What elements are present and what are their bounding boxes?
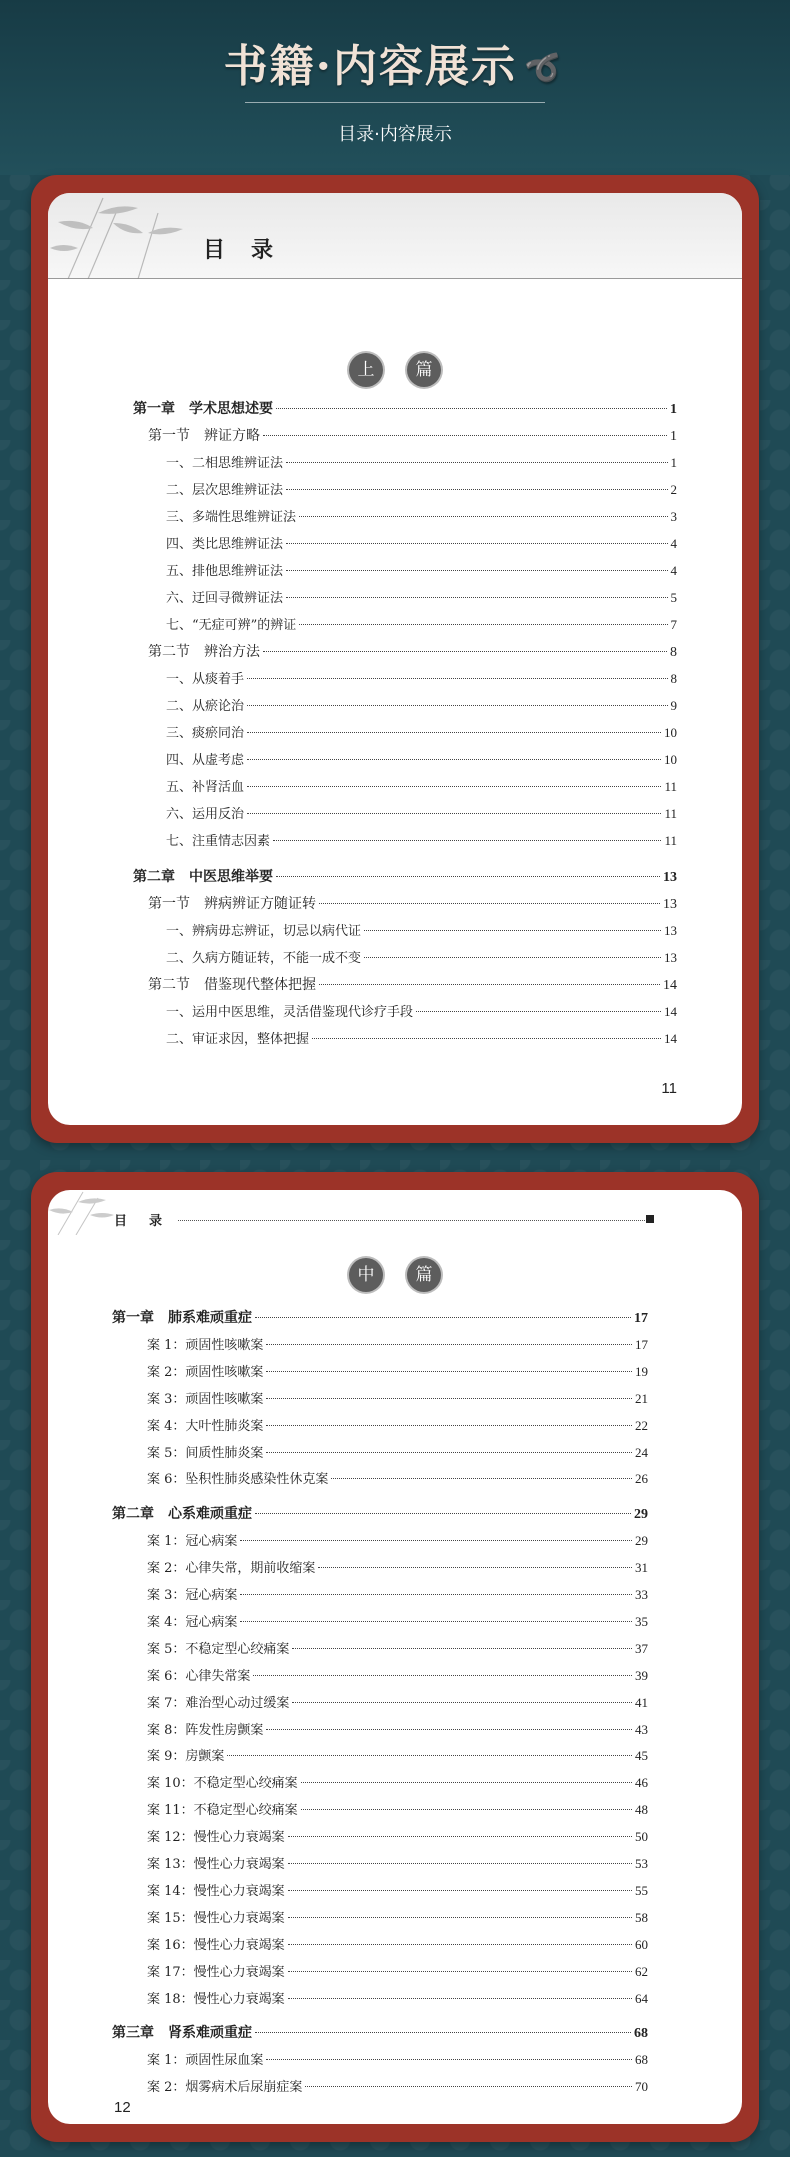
- toc-entry-title: 第二节 借鉴现代整体把握: [148, 977, 316, 993]
- toc-entry-page: 31: [635, 1560, 648, 1576]
- toc-entry-title: 一、辨病毋忘辨证，切忌以病代证: [166, 924, 362, 939]
- toc-entry-page: 1: [670, 429, 677, 444]
- toc-entry-title: 案 17：慢性心力衰竭案: [147, 1964, 285, 1980]
- toc-item-row: [147, 1745, 648, 1764]
- toc-leader-dots: [273, 840, 661, 841]
- toc-entry-title: 二、层次思维辨证法: [166, 483, 284, 498]
- toc-entry-title: 第二节 辨治方法: [148, 644, 260, 660]
- toc-entry-title: 二、审证求因，整体把握: [166, 1032, 310, 1047]
- page-subtitle: 目录·内容展示: [338, 124, 452, 145]
- toc-leader-dots: [301, 1782, 632, 1783]
- toc-entry-title: 第一节 辨病辨证方随证转: [148, 896, 316, 912]
- toc-entry-title: 案 4：冠心病案: [147, 1614, 238, 1630]
- toc-entry-page: 13: [664, 950, 677, 965]
- toc-section-row: [148, 974, 677, 994]
- toc-entry-page: 29: [635, 1533, 648, 1549]
- toc-entry-page: 24: [635, 1444, 648, 1460]
- toc-item-row: [166, 722, 677, 741]
- toc-entry-title: 案 3：顽固性咳嗽案: [147, 1391, 264, 1407]
- toc-leader-dots: [288, 1944, 632, 1945]
- toc-entry-title: 七、注重情志因素: [166, 834, 271, 849]
- toc-entry-page: 2: [670, 482, 677, 497]
- toc-entry-page: 13: [663, 897, 677, 912]
- toc-entry-title: 案 2：烟雾病术后尿崩症案: [147, 2080, 303, 2096]
- toc-item-row: [166, 614, 677, 633]
- toc-entry-title: 案 16：慢性心力衰竭案: [147, 1937, 285, 1953]
- toc-item-row: [147, 1934, 648, 1953]
- toc-entry-title: 案 13：慢性心力衰竭案: [147, 1857, 285, 1872]
- toc-item-row: [147, 1388, 648, 1407]
- toc-heading: 目录: [114, 1214, 185, 1229]
- toc-entry-page: 14: [664, 1031, 677, 1046]
- toc-entry-page: 17: [634, 1311, 648, 1326]
- toc-leader-dots: [247, 759, 661, 760]
- toc-item-row: [166, 668, 677, 687]
- toc-entry-page: 19: [635, 1363, 648, 1379]
- bamboo-icon: [48, 1190, 118, 1235]
- toc-leader-dots: [266, 2059, 632, 2060]
- toc-item-row: [147, 1988, 648, 2007]
- toc-item-row: [147, 1611, 648, 1630]
- toc-entry-page: 50: [635, 1829, 648, 1845]
- toc-entry-page: 13: [663, 870, 677, 885]
- toc-leader-dots: [318, 1567, 632, 1568]
- toc-entry-title: 案 1：顽固性咳嗽案: [147, 1337, 264, 1353]
- toc-entry-page: 22: [635, 1417, 648, 1433]
- toc-leader-dots: [286, 597, 667, 598]
- bamboo-icon: [48, 193, 198, 279]
- toc-entry-title: 三、痰瘀同治: [166, 726, 245, 741]
- toc-item-row: [147, 1361, 648, 1380]
- toc-entry-page: 62: [635, 1963, 648, 1979]
- toc-entry-page: 3: [670, 509, 677, 524]
- toc-entry-title: 七、“无症可辨”的辨证: [166, 618, 297, 633]
- toc-entry-page: 8: [670, 645, 677, 660]
- toc-entry-page: 26: [635, 1471, 648, 1487]
- toc-leader-dots: [240, 1621, 632, 1622]
- toc-leader-dots: [266, 1729, 632, 1730]
- toc-item-row: [166, 830, 677, 849]
- toc-item-row: [166, 776, 677, 795]
- toc-entry-title: 案 1：顽固性尿血案: [147, 2053, 264, 2069]
- toc-entry-title: 案 7：难治型心动过缓案: [147, 1695, 290, 1711]
- toc-entry-page: 10: [664, 725, 677, 740]
- toc-leader-dots: [416, 1011, 661, 1012]
- toc-leader-dots: [247, 732, 661, 733]
- toc-leader-dots: [266, 1344, 632, 1345]
- toc-item-row: [147, 1584, 648, 1603]
- toc-entry-page: 68: [635, 2052, 648, 2068]
- toc-entry-title: 六、迂回寻微辨证法: [166, 591, 284, 606]
- toc-entry-title: 第一节 辨证方略: [148, 428, 260, 444]
- page-number: 12: [114, 2099, 131, 2116]
- header-dotted-line: [178, 1220, 647, 1221]
- toc-item-row: [147, 2076, 648, 2095]
- toc-chapter-row: [112, 1503, 648, 1523]
- toc-entry-page: 7: [670, 617, 677, 632]
- toc-entry-title: 二、久病方随证转，不能一成不变: [166, 951, 362, 966]
- page-title-text: 书籍·内容展示: [223, 41, 517, 92]
- toc-entry-page: 58: [635, 1909, 648, 1925]
- toc-entry-page: 33: [635, 1587, 648, 1602]
- toc-entry-title: 案 10：不稳定型心绞痛案: [147, 1776, 298, 1792]
- toc-entry-page: 35: [635, 1613, 648, 1629]
- book-page-1: [48, 193, 742, 1125]
- toc-entry-title: 一、二相思维辨证法: [166, 456, 284, 471]
- toc-leader-dots: [288, 1917, 632, 1918]
- toc-leader-dots: [286, 489, 667, 490]
- toc-entry-title: 第二章 心系难顽重症: [112, 1506, 252, 1523]
- toc-entry-title: 案 2：顽固性咳嗽案: [147, 1364, 264, 1380]
- page-header: [48, 1190, 742, 1240]
- toc-leader-dots: [288, 1971, 632, 1972]
- toc-item-row: [166, 1001, 677, 1020]
- toc-item-row: [166, 947, 677, 966]
- toc-entry-title: 案 5：间质性肺炎案: [147, 1445, 264, 1461]
- toc-item-row: [147, 1692, 648, 1711]
- toc-item-row: [147, 1961, 648, 1980]
- toc-leader-dots: [292, 1648, 632, 1649]
- toc-leader-dots: [319, 903, 660, 904]
- toc-leader-dots: [240, 1594, 632, 1595]
- toc-entry-page: 48: [635, 1802, 648, 1818]
- toc-leader-dots: [305, 2086, 632, 2087]
- toc-entry-page: 4: [670, 563, 677, 578]
- toc-leader-dots: [319, 984, 660, 985]
- toc-item-row: [166, 695, 677, 714]
- toc-entry-title: 案 15：慢性心力衰竭案: [147, 1910, 285, 1926]
- toc-leader-dots: [288, 1836, 632, 1837]
- toc-entry-page: 45: [635, 1748, 648, 1764]
- toc-entry-title: 案 6：心律失常案: [147, 1668, 251, 1684]
- section-char-2: 篇: [407, 353, 441, 387]
- toc-entry-page: 21: [635, 1390, 648, 1406]
- toc-entry-page: 70: [635, 2079, 648, 2095]
- toc-entry-page: 39: [635, 1667, 648, 1683]
- toc-item-row: [147, 1880, 648, 1899]
- toc-entry-title: 四、类比思维辨证法: [166, 537, 284, 552]
- toc-entry-title: 案 1：冠心病案: [147, 1534, 238, 1550]
- toc-item-row: [147, 1719, 648, 1738]
- toc-entry-title: 案 4：大叶性肺炎案: [147, 1418, 264, 1434]
- section-badge-middle: [48, 1258, 742, 1292]
- toc-entry-page: 1: [670, 402, 677, 417]
- toc-leader-dots: [255, 2032, 631, 2033]
- toc-item-row: [147, 1853, 648, 1872]
- book-page-frame-2: [31, 1172, 759, 2142]
- toc-entry-title: 案 14：慢性心力衰竭案: [147, 1883, 285, 1899]
- toc-leader-dots: [263, 651, 667, 652]
- toc-entry-page: 1: [670, 455, 677, 470]
- toc-leader-dots: [286, 462, 667, 463]
- toc-entry-title: 二、从瘀论治: [166, 699, 245, 714]
- toc-item-row: [147, 1665, 648, 1684]
- toc-chapter-row: [133, 866, 677, 886]
- toc-leader-dots: [276, 408, 667, 409]
- toc-leader-dots: [288, 1890, 632, 1891]
- toc-leader-dots: [288, 1998, 632, 1999]
- toc-leader-dots: [266, 1371, 632, 1372]
- toc-entry-page: 41: [635, 1694, 648, 1710]
- toc-item-row: [147, 1907, 648, 1926]
- toc-entry-title: 案 5：不稳定型心绞痛案: [147, 1641, 290, 1657]
- toc-item-row: [166, 479, 677, 498]
- toc-entry-title: 一、从痰着手: [166, 672, 245, 687]
- toc-entry-title: 四、从虚考虑: [166, 753, 245, 768]
- section-char-1: 上: [349, 353, 383, 387]
- toc-entry-title: 案 2：心律失常，期前收缩案: [147, 1561, 316, 1577]
- toc-leader-dots: [247, 786, 661, 787]
- toc-entry-title: 案 18：慢性心力衰竭案: [147, 1991, 285, 2007]
- toc-item-row: [166, 1028, 677, 1047]
- toc-entry-page: 60: [635, 1936, 648, 1952]
- toc-item-row: [166, 533, 677, 552]
- toc-entry-page: 64: [635, 1990, 648, 2006]
- toc-entry-page: 10: [664, 752, 677, 767]
- toc-leader-dots: [301, 1809, 632, 1810]
- toc-leader-dots: [266, 1398, 632, 1399]
- toc-section-row: [148, 641, 677, 661]
- toc-entry-page: 5: [670, 590, 677, 605]
- toc-leader-dots: [299, 624, 667, 625]
- toc-item-row: [147, 1334, 648, 1353]
- toc-entry-page: 11: [664, 779, 677, 794]
- toc-leader-dots: [266, 1425, 632, 1426]
- toc-entry-page: 11: [664, 833, 677, 848]
- book-page-frame-1: [31, 175, 759, 1143]
- toc-leader-dots: [299, 516, 667, 517]
- toc-leader-dots: [292, 1702, 632, 1703]
- toc-entry-page: 43: [635, 1721, 648, 1737]
- toc-item-row: [147, 1638, 648, 1657]
- ornament-icon: ➰: [522, 46, 572, 93]
- toc-leader-dots: [247, 813, 661, 814]
- toc-entry-page: 8: [670, 671, 677, 686]
- toc-item-row: [166, 920, 677, 939]
- toc-item-row: [166, 560, 677, 579]
- toc-entry-page: 37: [635, 1640, 648, 1656]
- toc-leader-dots: [288, 1863, 632, 1864]
- toc-entry-page: 11: [664, 806, 677, 821]
- toc-chapter-row: [112, 1307, 648, 1327]
- toc-entry-page: 9: [670, 698, 677, 713]
- page-number: 11: [661, 1080, 677, 1097]
- toc-entry-title: 案 8：阵发性房颤案: [147, 1722, 264, 1738]
- toc-entry-page: 13: [664, 923, 677, 938]
- toc-entry-page: 46: [635, 1775, 648, 1791]
- toc-chapter-row: [133, 398, 677, 418]
- toc-entry-page: 4: [670, 536, 677, 551]
- toc-entry-title: 案 11：不稳定型心绞痛案: [147, 1803, 298, 1819]
- toc-entry-title: 第二章 中医思维举要: [133, 869, 273, 885]
- toc-leader-dots: [364, 957, 661, 958]
- toc-leader-dots: [253, 1675, 632, 1676]
- toc-leader-dots: [240, 1540, 632, 1541]
- toc-item-row: [147, 2049, 648, 2068]
- toc-entry-title: 五、补肾活血: [166, 780, 245, 795]
- toc-leader-dots: [286, 543, 667, 544]
- toc-leader-dots: [286, 570, 667, 571]
- toc-chapter-row: [112, 2022, 648, 2042]
- toc-item-row: [166, 803, 677, 822]
- toc-item-row: [147, 1442, 648, 1461]
- toc-entry-title: 一、运用中医思维，灵活借鉴现代诊疗手段: [166, 1005, 414, 1020]
- page-title: [0, 30, 790, 94]
- toc-entry-page: 14: [663, 978, 677, 993]
- toc-section-row: [148, 893, 677, 913]
- toc-item-row: [147, 1772, 648, 1791]
- toc-leader-dots: [266, 1452, 632, 1453]
- toc-item-row: [147, 1468, 648, 1487]
- header-divider: [245, 102, 545, 103]
- toc-leader-dots: [227, 1755, 632, 1756]
- toc-leader-dots: [247, 705, 667, 706]
- toc-leader-dots: [255, 1513, 631, 1514]
- toc-section-row: [148, 425, 677, 445]
- section-char-2: 篇: [407, 1258, 441, 1292]
- toc-leader-dots: [331, 1478, 632, 1479]
- toc-heading: 目录: [203, 237, 300, 263]
- toc-item-row: [166, 587, 677, 606]
- toc-entry-title: 五、排他思维辨证法: [166, 564, 284, 579]
- toc-item-row: [147, 1530, 648, 1549]
- toc-item-row: [166, 749, 677, 768]
- toc-entry-title: 第三章 肾系难顽重症: [112, 2025, 252, 2042]
- toc-leader-dots: [364, 930, 661, 931]
- toc-entry-page: 29: [634, 1507, 648, 1523]
- section-char-1: 中: [349, 1258, 383, 1292]
- toc-entry-page: 53: [635, 1856, 648, 1871]
- page-header: [48, 193, 742, 279]
- toc-entry-title: 案 6：坠积性肺炎感染性休克案: [147, 1472, 329, 1488]
- toc-entry-page: 55: [635, 1882, 648, 1898]
- toc-entry-title: 第一章 学术思想述要: [133, 401, 273, 417]
- toc-leader-dots: [247, 678, 667, 679]
- toc-item-row: [147, 1557, 648, 1576]
- toc-item-row: [147, 1415, 648, 1434]
- toc-leader-dots: [312, 1038, 661, 1039]
- toc-entry-page: 17: [635, 1336, 648, 1352]
- toc-entry-title: 六、运用反治: [166, 807, 245, 822]
- toc-item-row: [166, 452, 677, 471]
- toc-item-row: [147, 1799, 648, 1818]
- toc-leader-dots: [255, 1317, 631, 1318]
- toc-leader-dots: [276, 876, 660, 877]
- toc-entry-title: 案 12：慢性心力衰竭案: [147, 1830, 285, 1846]
- book-page-2: [48, 1190, 742, 2124]
- toc-leader-dots: [263, 435, 667, 436]
- toc-entry-page: 14: [664, 1004, 677, 1019]
- square-marker-icon: [646, 1215, 654, 1223]
- toc-entry-title: 案 3：冠心病案: [147, 1588, 238, 1603]
- toc-entry-title: 第一章 肺系难顽重症: [112, 1310, 252, 1326]
- section-badge-upper: [48, 353, 742, 387]
- toc-item-row: [147, 1826, 648, 1845]
- toc-entry-title: 三、多端性思维辨证法: [166, 510, 297, 525]
- toc-entry-page: 68: [634, 2026, 648, 2042]
- toc-item-row: [166, 506, 677, 525]
- toc-entry-title: 案 9：房颤案: [147, 1749, 225, 1765]
